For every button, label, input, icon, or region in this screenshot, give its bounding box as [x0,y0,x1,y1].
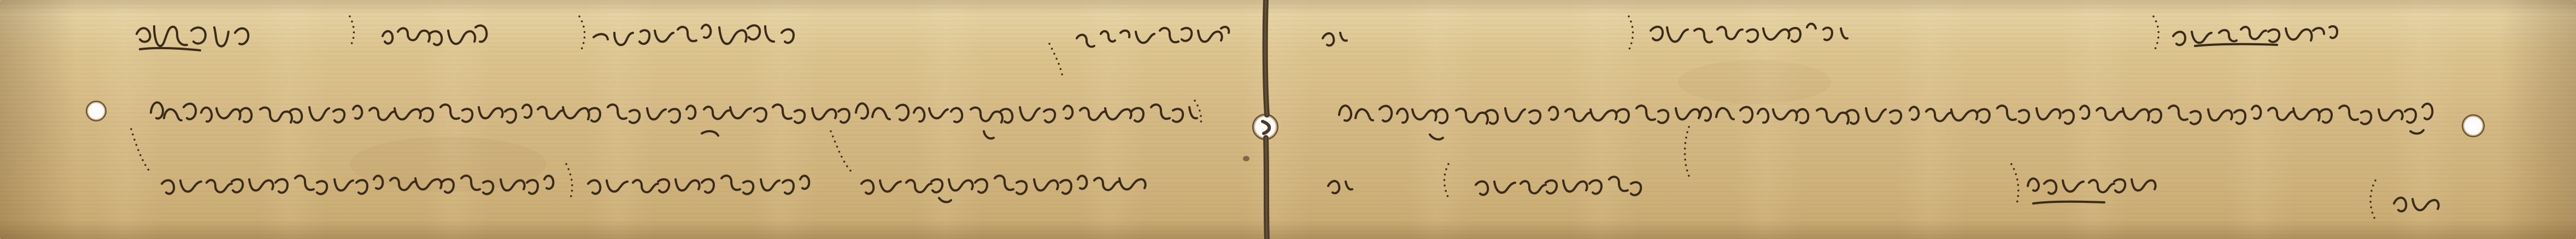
script-segment-1-7 [2173,26,2337,46]
script-segment-3-3 [861,176,1146,202]
script-segment-1-3 [594,25,794,45]
script-segment-1-6 [1651,24,1847,42]
script-segment-2-2 [856,103,1197,138]
text-line-1 [137,24,2337,50]
binding-hole-left [86,101,106,121]
leaf-stains [350,60,1831,191]
script-segment-3-4 [1328,181,1352,193]
script-segment-1-1 [137,26,248,50]
script-segment-1-4 [1077,27,1229,46]
text-line-2 [151,102,2432,139]
script-segment-2-3 [1339,106,1700,139]
script-segment-3-7 [2394,198,2439,212]
script-segment-2-1 [151,102,849,136]
binding-holes [86,101,2484,139]
script-segment-1-5 [1323,33,1347,45]
script-segment-3-2 [588,176,809,194]
script-segment-3-6 [2028,178,2156,203]
script-segment-3-5 [1476,177,1641,195]
script-segment-2-4 [1700,104,2432,134]
binding-hole-right [2462,115,2484,137]
script-segment-1-2 [383,26,486,45]
